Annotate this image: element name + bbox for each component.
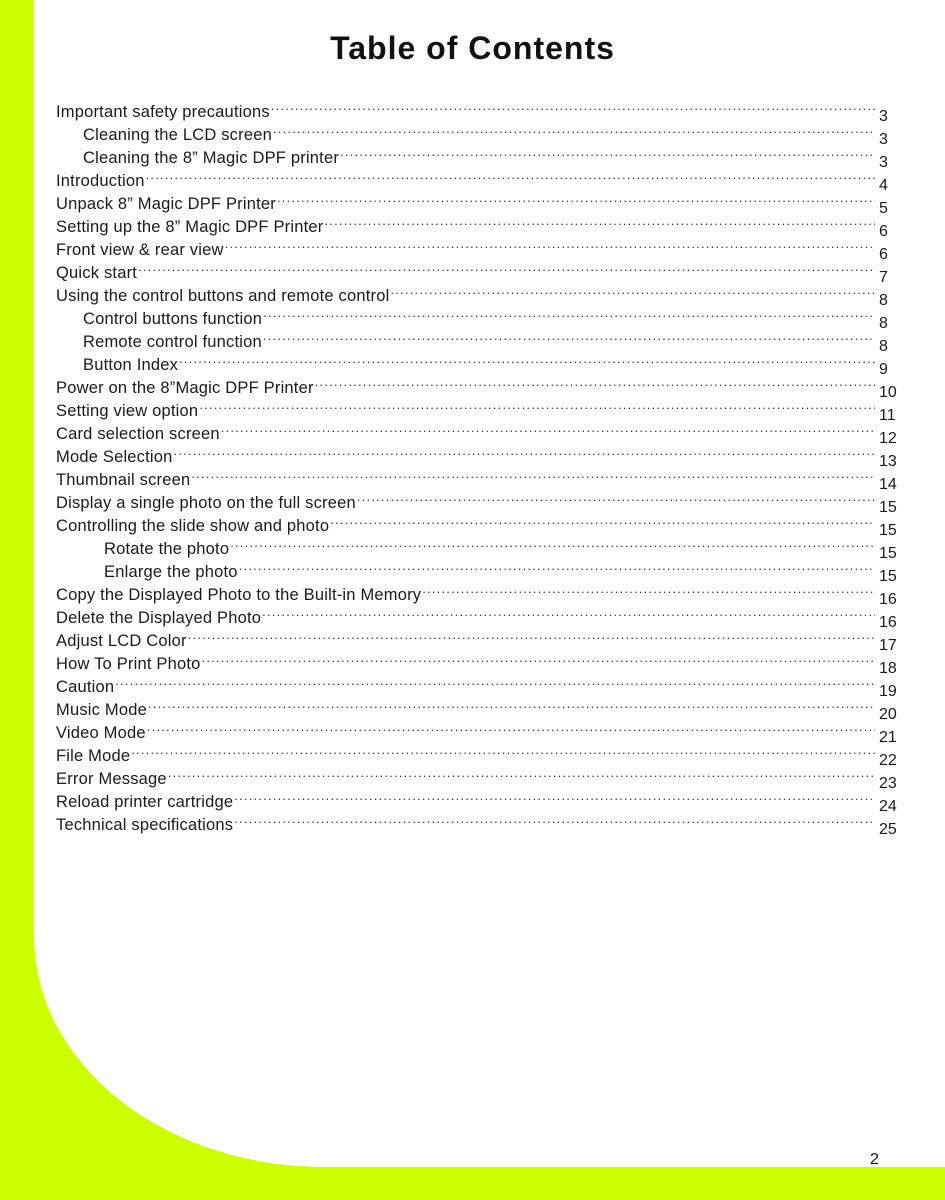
table-of-contents-list	[56, 94, 906, 838]
dot-leader	[390, 278, 875, 301]
toc-entry[interactable]	[56, 761, 906, 792]
dot-leader	[131, 738, 875, 761]
toc-entry-label: Important safety precautions	[56, 103, 270, 121]
dot-leader	[179, 347, 875, 370]
page-title: Table of Contents	[330, 30, 615, 66]
toc-entry-page: 23	[879, 775, 897, 792]
toc-entry-page: 12	[879, 430, 897, 447]
toc-entry-page: 7	[879, 269, 888, 286]
toc-entry-page: 15	[879, 545, 897, 562]
toc-entry-page: 6	[879, 246, 888, 263]
dot-leader	[191, 462, 875, 485]
dot-leader	[262, 600, 875, 623]
dot-leader	[147, 715, 875, 738]
page-number: 2	[870, 1151, 879, 1168]
dot-leader	[315, 370, 875, 393]
toc-entry[interactable]	[56, 715, 906, 746]
toc-entry-page: 3	[879, 154, 888, 171]
dot-leader	[263, 324, 875, 347]
dot-leader	[138, 255, 875, 278]
toc-entry-label: Display a single photo on the full screen	[56, 494, 356, 512]
dot-leader	[230, 531, 875, 554]
toc-entry-page: 14	[879, 476, 897, 493]
dot-leader	[263, 301, 875, 324]
dot-leader	[234, 807, 875, 830]
toc-entry-label: Copy the Displayed Photo to the Built-in Memory	[56, 586, 422, 604]
dot-leader	[277, 186, 875, 209]
toc-entry-page: 19	[879, 683, 897, 700]
toc-entry-label: Adjust LCD Color	[56, 632, 187, 650]
toc-entry-label: Video Mode	[56, 724, 146, 742]
toc-entry[interactable]	[56, 186, 906, 217]
dot-leader	[340, 140, 875, 163]
dot-leader	[271, 94, 875, 117]
dot-leader	[324, 209, 875, 232]
toc-entry-label: Button Index	[83, 356, 179, 374]
dot-leader	[225, 232, 875, 255]
toc-entry-label: Introduction	[56, 172, 145, 190]
toc-entry[interactable]	[56, 347, 906, 378]
toc-entry-label: Power on the 8”Magic DPF Printer	[56, 379, 314, 397]
toc-entry-label: Using the control buttons and remote control	[56, 287, 390, 305]
toc-entry-page: 20	[879, 706, 897, 723]
toc-entry-page: 17	[879, 637, 897, 654]
toc-entry-label: Error Message	[56, 770, 167, 788]
dot-leader	[174, 439, 875, 462]
toc-entry[interactable]	[56, 462, 906, 493]
toc-entry[interactable]	[56, 255, 906, 286]
toc-entry-label: Thumbnail screen	[56, 471, 191, 489]
toc-entry-label: Quick start	[56, 264, 138, 282]
dot-leader	[357, 485, 875, 508]
toc-entry-label: Setting up the 8” Magic DPF Printer	[56, 218, 324, 236]
toc-entry-label: Enlarge the photo	[104, 563, 238, 581]
toc-entry-label: Music Mode	[56, 701, 147, 719]
toc-entry-page: 21	[879, 729, 897, 746]
toc-entry-page: 3	[879, 131, 888, 148]
toc-entry[interactable]	[56, 669, 906, 700]
toc-entry-label: Control buttons function	[83, 310, 263, 328]
toc-entry-label: Card selection screen	[56, 425, 220, 443]
toc-entry[interactable]	[56, 784, 906, 815]
toc-entry-page: 13	[879, 453, 897, 470]
toc-entry-page: 25	[879, 821, 897, 838]
toc-entry-label: Rotate the photo	[104, 540, 230, 558]
dot-leader	[199, 393, 875, 416]
toc-entry-page: 9	[879, 361, 888, 378]
dot-leader	[202, 646, 875, 669]
toc-entry-label: Reload printer cartridge	[56, 793, 234, 811]
toc-entry-label: How To Print Photo	[56, 655, 201, 673]
toc-entry-page: 16	[879, 591, 897, 608]
toc-entry-label: Cleaning the LCD screen	[83, 126, 272, 144]
dot-leader	[221, 416, 875, 439]
toc-entry-page: 4	[879, 177, 888, 194]
toc-entry-label: Unpack 8” Magic DPF Printer	[56, 195, 276, 213]
toc-entry[interactable]	[56, 738, 906, 769]
toc-entry[interactable]	[56, 439, 906, 470]
dot-leader	[239, 554, 875, 577]
toc-entry-page: 18	[879, 660, 897, 677]
toc-entry-page: 6	[879, 223, 888, 240]
toc-entry-label: Technical specifications	[56, 816, 234, 834]
toc-entry-label: Front view & rear view	[56, 241, 224, 259]
toc-entry-page: 8	[879, 292, 888, 309]
dot-leader	[148, 692, 875, 715]
toc-entry-page: 22	[879, 752, 897, 769]
toc-entry[interactable]	[56, 370, 906, 401]
toc-entry-label: File Mode	[56, 747, 131, 765]
toc-entry-label: Remote control function	[83, 333, 262, 351]
toc-entry-page: 15	[879, 522, 897, 539]
toc-entry-page: 15	[879, 568, 897, 585]
toc-entry-label: Delete the Displayed Photo	[56, 609, 262, 627]
dot-leader	[330, 508, 875, 531]
toc-entry-label: Cleaning the 8” Magic DPF printer	[83, 149, 340, 167]
toc-entry-page: 8	[879, 315, 888, 332]
dot-leader	[273, 117, 875, 140]
dot-leader	[168, 761, 875, 784]
toc-entry-page: 11	[879, 407, 896, 424]
toc-entry[interactable]	[56, 278, 906, 309]
toc-entry-page: 24	[879, 798, 897, 815]
toc-entry-page: 10	[879, 384, 897, 401]
dot-leader	[234, 784, 875, 807]
dot-leader	[115, 669, 875, 692]
toc-entry-label: Setting view option	[56, 402, 199, 420]
toc-entry[interactable]	[56, 692, 906, 723]
dot-leader	[146, 163, 875, 186]
toc-entry-page: 5	[879, 200, 888, 217]
toc-entry-label: Controlling the slide show and photo	[56, 517, 330, 535]
dot-leader	[422, 577, 875, 600]
toc-entry-label: Caution	[56, 678, 115, 696]
toc-entry-page: 8	[879, 338, 888, 355]
toc-entry-page: 3	[879, 108, 888, 125]
dot-leader	[188, 623, 875, 646]
toc-entry[interactable]	[56, 94, 906, 125]
toc-entry-page: 16	[879, 614, 897, 631]
toc-entry-label: Mode Selection	[56, 448, 173, 466]
toc-entry[interactable]	[56, 163, 906, 194]
toc-entry-page: 15	[879, 499, 897, 516]
